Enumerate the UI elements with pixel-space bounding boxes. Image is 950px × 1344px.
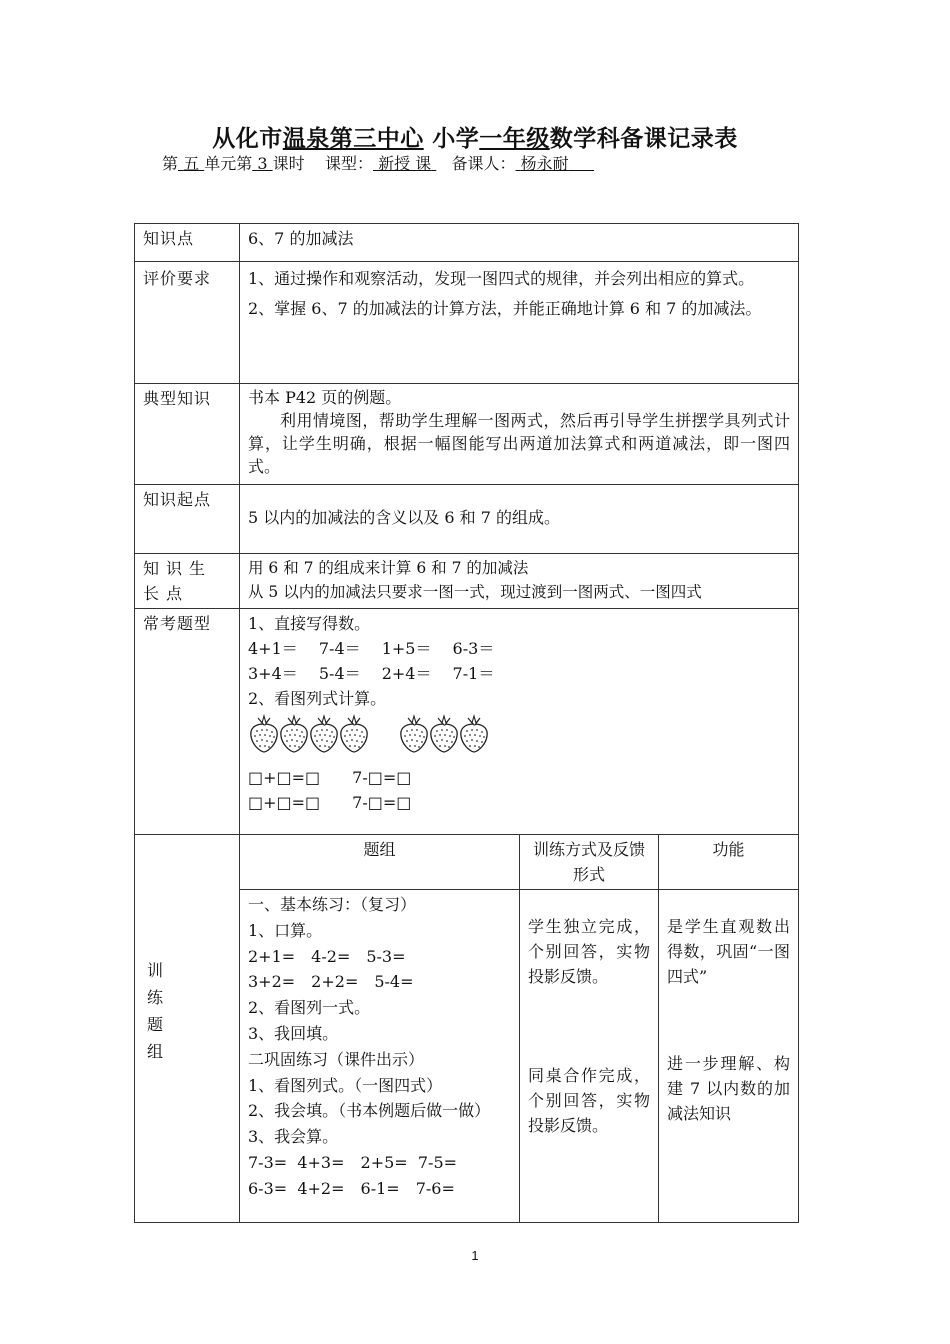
common-q1-line: 3+4＝ 5-4＝ 2+4＝ 7-1＝: [248, 664, 495, 683]
start-value: 5 以内的加减法的含义以及 6 和 7 的组成。: [240, 485, 799, 554]
start-label: 知识起点: [135, 485, 240, 554]
group-line: 1、看图列式。（一图四式）: [248, 1075, 443, 1095]
evaluation-item: 1、通过操作和观察活动，发现一图四式的规律，并会列出相应的算式。: [248, 269, 755, 288]
typical-label: 典型知识: [135, 384, 240, 485]
strawberry-icon: [398, 714, 430, 754]
method-text: 同桌合作完成，个别回答，实物投影反馈。: [528, 1066, 650, 1135]
evaluation-value: [240, 262, 799, 384]
method-text: 学生独立完成，个别回答，实物投影反馈。: [528, 917, 650, 986]
row-evaluation: [135, 262, 799, 384]
group-line: 2、我会填。（书本例题后做一做）: [248, 1101, 491, 1121]
group-line: 6-3= 4+2= 6-1= 7-6=: [248, 1178, 455, 1198]
function-text: 是学生直观数出得数，巩固“一图四式”: [667, 917, 791, 986]
growth-label: 知识生长点: [135, 554, 240, 609]
knowledge-point-label: 知识点: [135, 224, 240, 262]
teacher-name: 杨永耐: [520, 154, 569, 173]
header-group: 题组: [240, 835, 520, 890]
growth-line: 用 6 和 7 的组成来计算 6 和 7 的加减法: [248, 559, 529, 577]
school-name: 温泉第三中心: [282, 125, 424, 152]
group-line: 二巩固练习（课件出示）: [248, 1049, 425, 1069]
row-training-header: [135, 835, 799, 890]
group-line: 3+2= 2+2= 5-4=: [248, 972, 414, 992]
strawberry-picture: [248, 711, 790, 757]
page-number: 1: [471, 1248, 479, 1263]
common-q2-line: □+□=□ 7-□=□: [248, 768, 412, 787]
strawberry-icon: [308, 714, 340, 754]
group-line: 2、看图列一式。: [248, 998, 371, 1018]
growth-line: 从 5 以内的加减法只要求一图一式，现过渡到一图两式、一图四式: [248, 583, 702, 601]
group-line: 一、基本练习：（复习）: [248, 895, 417, 914]
group-line: 3、我回填。: [248, 1023, 339, 1043]
common-value: [240, 609, 799, 835]
group-line: 7-3= 4+3= 2+5= 7-5=: [248, 1152, 458, 1172]
typical-line: 利用情境图，帮助学生理解一图两式，然后再引导学生拼摆学具列式计算，让学生明确，根据一幅图能写出两道加法算式和两道减法，即一图四式。: [248, 411, 791, 476]
row-common: [135, 609, 799, 835]
training-function-cell: [659, 890, 799, 1223]
unit-number: 五: [183, 154, 200, 173]
training-group-cell: [240, 890, 520, 1223]
training-label: [135, 835, 240, 1223]
common-q1-line: 4+1＝ 7-4＝ 1+5＝ 6-3＝: [248, 639, 495, 658]
common-q2-title: 2、看图列式计算。: [248, 689, 387, 708]
typical-value: [240, 384, 799, 485]
strawberry-icon: [458, 714, 490, 754]
strawberry-icon: [278, 714, 310, 754]
header-method: 训练方式及反馈形式: [520, 835, 659, 890]
row-growth: [135, 554, 799, 609]
lesson-number: 3: [257, 154, 268, 173]
common-q2-line: □+□=□ 7-□=□: [248, 793, 412, 812]
group-line: 1、口算。: [248, 920, 323, 940]
evaluation-item: 2、掌握 6、7 的加减法的计算方法，并能正确地计算 6 和 7 的加减法。: [248, 299, 762, 318]
group-line: 3、我会算。: [248, 1127, 339, 1147]
grade-name: 一年级: [479, 125, 550, 152]
lesson-plan-table: [134, 223, 799, 1223]
header-function: 功能: [659, 835, 799, 890]
function-text: 进一步理解、构建 7 以内数的加减法知识: [667, 1054, 791, 1123]
row-typical: [135, 384, 799, 485]
growth-value: [240, 554, 799, 609]
knowledge-point-value: 6、7 的加减法: [240, 224, 799, 262]
typical-line: 书本 P42 页的例题。: [248, 388, 402, 407]
training-method-cell: [520, 890, 659, 1223]
strawberry-icon: [248, 714, 280, 754]
row-start: [135, 485, 799, 554]
page-title: 从化市温泉第三中心 小学一年级数学科备课记录表: [212, 125, 738, 152]
lesson-info: 第 五 单元第 3 课时 课型： 新授 课 备课人： 杨永耐: [162, 151, 594, 174]
row-knowledge-point: [135, 224, 799, 262]
common-q1-title: 1、直接写得数。: [248, 614, 371, 633]
group-line: 2+1= 4-2= 5-3=: [248, 946, 406, 966]
strawberry-icon: [428, 714, 460, 754]
training-label-text: 训 练 题 组: [147, 961, 164, 1061]
strawberry-icon: [338, 714, 370, 754]
evaluation-label: 评价要求: [135, 262, 240, 384]
common-label: 常考题型: [135, 609, 240, 835]
lesson-type: 新授 课: [378, 154, 432, 173]
